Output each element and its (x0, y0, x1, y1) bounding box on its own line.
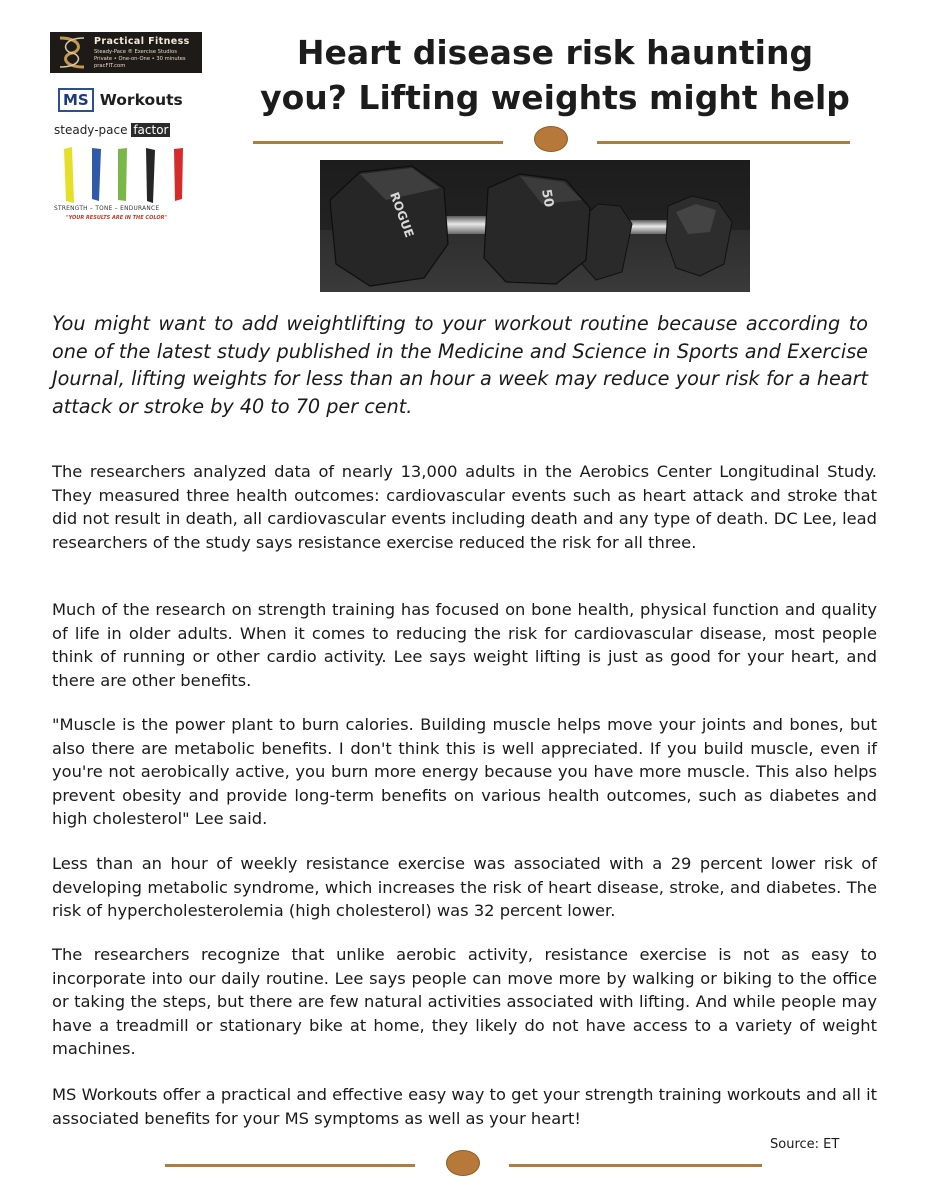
color-stripes-graphic (54, 145, 190, 205)
pf-logo-line1: Steady-Pace ® Exercise Studios (94, 49, 177, 55)
dumbbells-photo (320, 160, 750, 292)
ms-logo-word: Workouts (99, 91, 183, 109)
stripe-black (146, 148, 155, 203)
stripe-red (174, 148, 183, 201)
pf-logo-tagline (94, 49, 186, 70)
steady-pace-factor-logo (52, 123, 192, 227)
lead-paragraph: You might want to add weightlifting to your workout routine because according to one of the latest study published in the Medicine and Science in Sports and Exercise Journal, lifting weights for less than an hour a week may reduce your risk for a heart attack or stroke by 40 to 70 per cent. (52, 312, 868, 418)
stripe-green (118, 148, 127, 201)
body-paragraph: Less than an hour of weekly resistance exercise was associated with a 29 percent lower risk of developing metabolic syndrome, which increases the risk of heart disease, stroke, and diabetes. The risk of hypercholesterolemia (high cholesterol) was 32 percent lower. (52, 854, 877, 920)
stripe-yellow (64, 147, 74, 203)
body-paragraph: The researchers recognize that unlike aerobic activity, resistance exercise is not as easy to incorporate into our daily routine. Lee says people can move more by walking or biking to the office or taking the steps, but there are few natural activities associated with lifting. And while people may have a treadmill or stationary bike at home, they likely do not have access to a variety of weight machines. (52, 945, 877, 1058)
bottom-divider-right (509, 1164, 762, 1167)
practical-fitness-logo (50, 32, 202, 73)
spf-prefix: steady-pace (54, 123, 128, 137)
weight-plate-text: 50 (538, 188, 556, 209)
pf-emblem-icon (54, 35, 90, 70)
body-paragraph: "Muscle is the power plant to burn calories. Building muscle helps move your joints and bones, but also there are metabolic benefits. I don't think this is well appreciated. If you build muscle, even if you're not aerobically active, you burn more energy because you have more muscle. This also helps prevent obesity and provide long-term benefits on various health outcomes, such as diabetes and high cholesterol" Lee said. (52, 715, 877, 828)
body-paragraph: Much of the research on strength training has focused on bone health, physical function and quality of life in older adults. When it comes to reducing the risk for cardiovascular disease, most people think of running or other cardio activity. Lee says weight lifting is just as good for your heart, and there are other benefits. (52, 600, 877, 690)
body-paragraph: MS Workouts offer a practical and effective easy way to get your strength training workouts and all it associated benefits for your MS symptoms as well as your heart! (52, 1085, 877, 1128)
spf-title (54, 123, 170, 137)
top-divider-right (597, 141, 850, 144)
top-divider-ornament (534, 126, 568, 152)
stripe-blue (92, 148, 101, 201)
spf-factor: factor (133, 123, 169, 137)
ms-logo-box: MS (58, 88, 94, 112)
source-credit: Source: ET (770, 1137, 840, 1152)
top-divider-left (253, 141, 503, 144)
rogue-plate-text: ROGUE (387, 190, 417, 240)
pf-logo-url: pracFIT.com (94, 63, 126, 69)
spf-tagline: STRENGTH – TONE – ENDURANCE (54, 206, 160, 212)
pf-logo-name: Practical Fitness (94, 36, 190, 47)
bottom-divider-ornament (446, 1150, 480, 1176)
ms-workouts-logo (58, 87, 183, 113)
body-paragraph: The researchers analyzed data of nearly 13,000 adults in the Aerobics Center Longitudinal Study. They measured three health outcomes: cardiovascular events such as heart attack and stroke that did not result in death, all cardiovascular events including death and any type of death. DC Lee, lead researchers of the study says resistance exercise reduced the risk for all three. (52, 462, 877, 552)
pf-logo-line2: Private • One-on-One • 30 minutes (94, 56, 186, 62)
spf-slogan: "YOUR RESULTS ARE IN THE COLOR" (66, 215, 168, 221)
headline: Heart disease risk haunting you? Lifting weights might help (260, 33, 850, 117)
bottom-divider-left (165, 1164, 415, 1167)
